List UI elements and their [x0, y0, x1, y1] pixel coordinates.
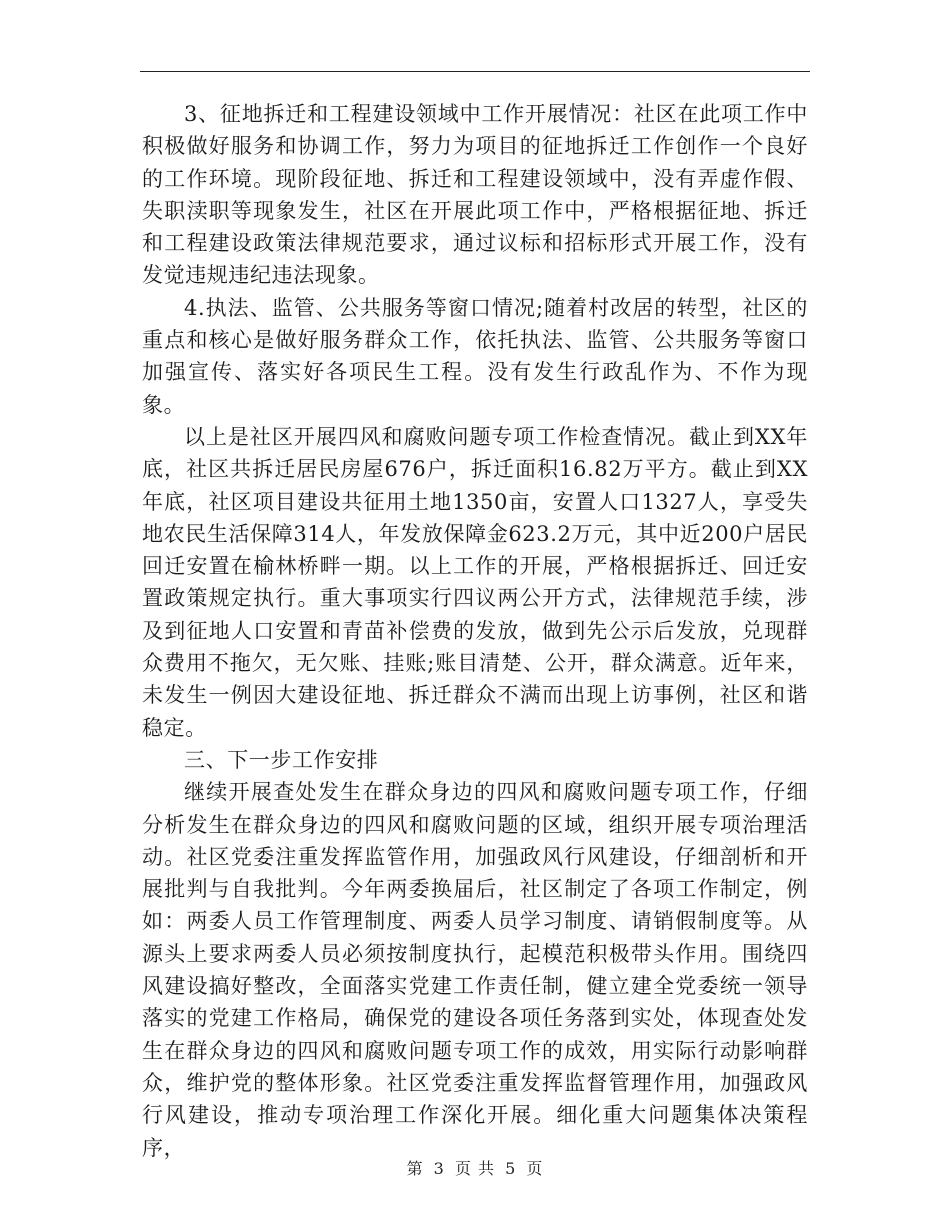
footer-suffix: 页 — [526, 1159, 544, 1178]
header-rule — [140, 71, 810, 72]
footer-prefix: 第 — [406, 1159, 424, 1178]
paragraph-next-steps: 继续开展查处发生在群众身边的四风和腐败问题专项工作，仔细分析发生在群众身边的四风和腐败问题的区域，组织开展专项治理活动。社区党委注重发挥监管作用，加强政风行风建设，仔细剖析和开展批判与自我批判。今年两委换届后，社区制定了各项工作制定，例如：两委人员工作管理制度、两委人员学习制度、请销假制度等。从源头上要求两委人员必须按制度执行，起模范积极带头作用。围绕四风建设搞好整改，全面落实党建工作责任制，健立建全党委统一领导落实的党建工作格局，确保党的建设各项任务落到实处，体现查处发生在群众身边的四风和腐败问题专项工作的成效，用实际行动影响群众，维护党的整体形象。社区党委注重发挥监督管理作用，加强政风行风建设，推动专项治理工作深化开展。细化重大问题集体决策程序， — [142, 780, 808, 1160]
document-body — [142, 98, 808, 1164]
paragraph-service-windows: 4.执法、监管、公共服务等窗口情况;随着村改居的转型，社区的重点和核心是做好服务群众工作，依托执法、监管、公共服务等窗口加强宣传、落实好各项民生工程。没有发生行政乱作为、不作为现象。 — [142, 295, 808, 417]
footer-middle: 页 共 — [454, 1159, 496, 1178]
section-heading-next-steps: 三、下一步工作安排 — [184, 747, 379, 772]
paragraph-land-acquisition: 3、征地拆迁和工程建设领域中工作开展情况：社区在此项工作中积极做好服务和协调工作，努力为项目的征地拆迁工作创作一个良好的工作环境。现阶段征地、拆迁和工程建设领域中，没有弄虚作假、失职渎职等现象发生，社区在开展此项工作中，严格根据征地、拆迁和工程建设政策法律规范要求，通过议标和招标形式开展工作，没有发觉违规违纪违法现象。 — [142, 102, 808, 288]
current-page-number: 3 — [433, 1159, 445, 1178]
page-footer — [0, 1156, 950, 1179]
paragraph-inspection-summary: 以上是社区开展四风和腐败问题专项工作检查情况。截止到XX年底，社区共拆迁居民房屋676户，拆迁面积16.82万平方。截止到XX年底，社区项目建设共征用土地1350亩，安置人口1327人，享受失地农民生活保障314人，年发放保障金623.2万元，其中近200户居民回迁安置在榆林桥畔一期。以上工作的开展，严格根据拆迁、回迁安置政策规定执行。重大事项实行四议两公开方式，法律规范手续，涉及到征地人口安置和青苗补偿费的发放，做到先公示后发放，兑现群众费用不拖欠，无欠账、挂账;账目清楚、公开，群众满意。近年来，未发生一例因大建设征地、拆迁群众不满而出现上访事例，社区和谐稳定。 — [142, 424, 808, 740]
total-pages-number: 5 — [505, 1159, 517, 1178]
